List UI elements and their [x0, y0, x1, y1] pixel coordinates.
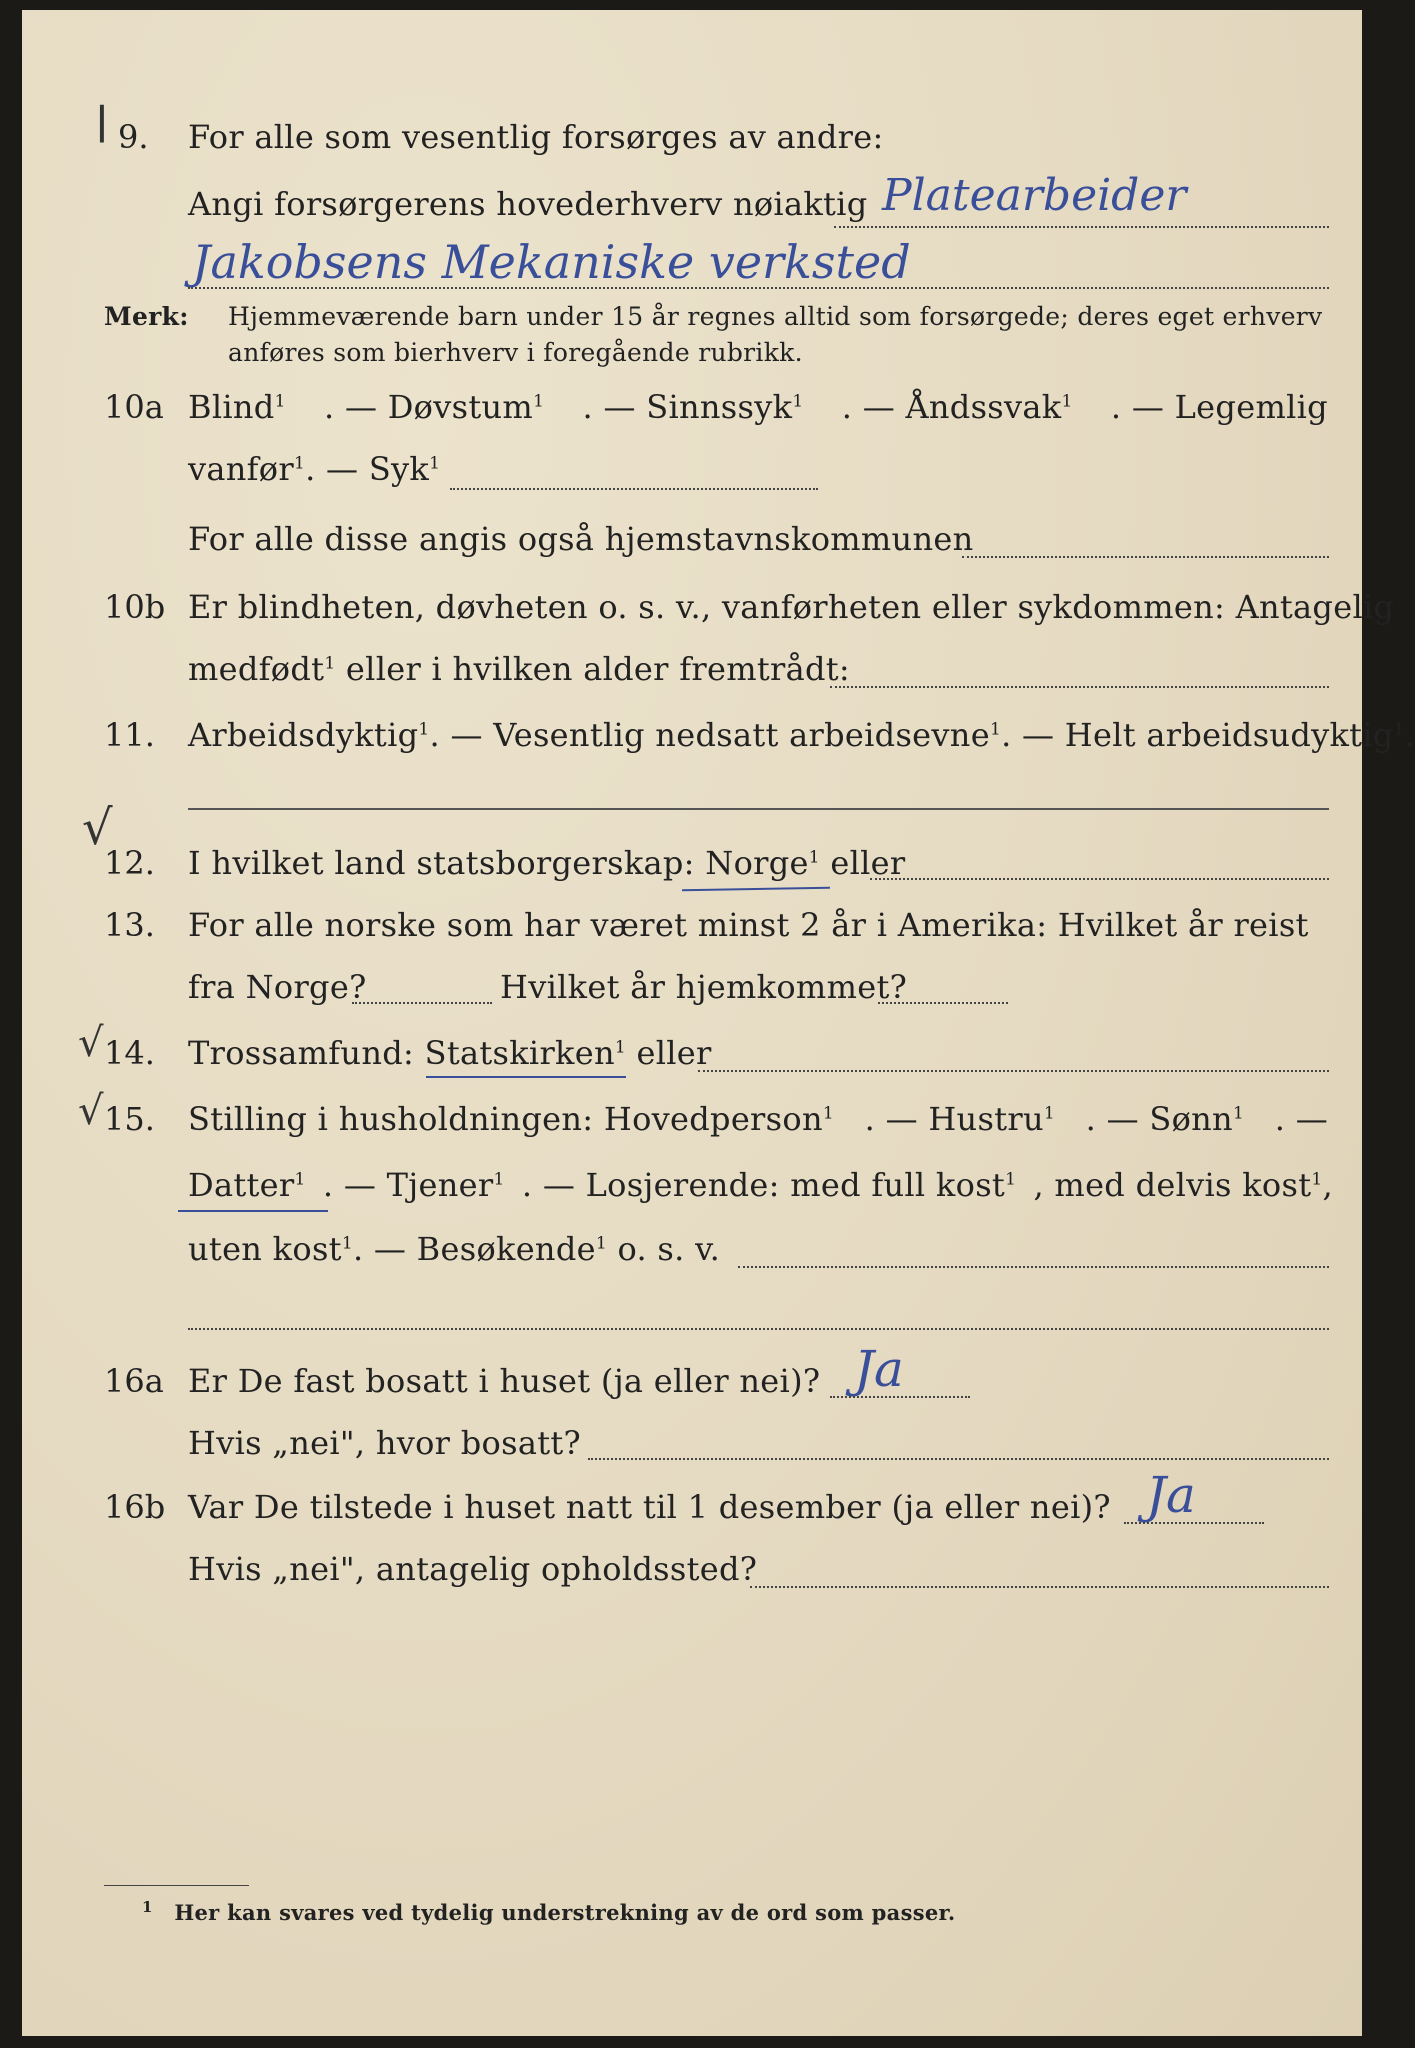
option-norge[interactable]: Norge [705, 844, 809, 882]
q16a-bosatt-line [588, 1458, 1329, 1460]
statskirken-underline [426, 1076, 626, 1078]
q14-number: 14. [104, 1034, 155, 1072]
option-hustru[interactable]: . — Hustru [864, 1100, 1044, 1138]
q10a-line1: Blind$^1$ . — Døvstum$^1$ . — Sinnssyk$^1$ . — Åndssvak$^1$ . — Legemlig [188, 388, 1328, 426]
q16a-line2: Hvis „nei", hvor bosatt? [188, 1424, 581, 1462]
q13-hjemkommet-line [878, 1002, 1008, 1004]
q9-answer-line-2 [188, 287, 1329, 289]
option-dovstum[interactable]: . — Døvstum [324, 388, 534, 426]
q9-number: 9. [118, 118, 149, 156]
q13-reist-line [352, 1002, 492, 1004]
q10b-number: 10b [104, 588, 166, 626]
check-mark-icon: √ [82, 800, 113, 856]
q9-handwritten-occupation: Platearbeider [882, 170, 1187, 221]
option-statskirken[interactable]: Statskirken [424, 1034, 615, 1072]
datter-underline [178, 1210, 328, 1212]
option-medfodt[interactable]: medfødt [188, 650, 325, 688]
q13-number: 13. [104, 906, 155, 944]
q15-number: 15. [104, 1100, 155, 1138]
q10a-line2: vanfør$^1$. — Syk$^1$ [188, 450, 441, 488]
footnote: $^1$ Her kan svares ved tydelig understrekning av de ord som passer. [142, 1898, 956, 1925]
merk-label: Merk: [104, 302, 189, 331]
option-nedsatt[interactable]: . — Vesentlig nedsatt arbeidsevne [429, 716, 990, 754]
check-mark-icon: ǀ [96, 98, 108, 144]
q12-answer-line [870, 878, 1329, 880]
q10b-answer-line [830, 686, 1329, 688]
option-full-kost[interactable]: . — Losjerende: med full kost [521, 1166, 1006, 1204]
option-legemlig[interactable]: . — Legemlig [1110, 388, 1328, 426]
q16b-number: 16b [104, 1488, 166, 1526]
q10a-answer-line [450, 488, 818, 490]
q11-line1: Arbeidsdyktig$^1$. — Vesentlig nedsatt arbeidsevne$^1$. — Helt arbeidsudyktig$^1$. [188, 716, 1415, 754]
q16a-answer-line [830, 1396, 970, 1398]
q16b-opholdssted-line [750, 1586, 1329, 1588]
q10b-line1: Er blindheten, døvheten o. s. v., vanførheten eller sykdommen: Antagelig [188, 588, 1395, 626]
check-mark-icon: √ [78, 1088, 104, 1134]
check-mark-icon: √ [78, 1020, 104, 1066]
option-tjener[interactable]: . — Tjener [322, 1166, 494, 1204]
option-andssvak[interactable]: . — Åndssvak [841, 388, 1062, 426]
option-datter[interactable]: Datter [188, 1166, 295, 1204]
q16b-line1: Var De tilstede i huset natt til 1 desember (ja eller nei)? [188, 1488, 1111, 1526]
q16b-answer-line [1124, 1522, 1264, 1524]
q9-answer-line [834, 226, 1329, 228]
q15-line3: uten kost$^1$. — Besøkende$^1$ o. s. v. [188, 1230, 721, 1268]
q16a-handwritten-answer: Ja [854, 1340, 904, 1398]
option-delvis-kost[interactable]: , med delvis kost [1033, 1166, 1312, 1204]
census-form-page [22, 10, 1415, 2036]
q15-line2: Datter$^1$ . — Tjener$^1$ . — Losjerende: med full kost$^1$ , med delvis kost$^1$, [188, 1166, 1333, 1204]
q16b-line2: Hvis „nei", antagelig opholdssted? [188, 1550, 758, 1588]
option-sinnssyk[interactable]: . — Sinnssyk [582, 388, 793, 426]
q13-line2a: fra Norge? [188, 968, 367, 1006]
q16a-number: 16a [104, 1362, 164, 1400]
option-hovedperson[interactable]: Stilling i husholdningen: Hovedperson [188, 1100, 823, 1138]
norge-underline [682, 887, 830, 892]
q9-line1: For alle som vesentlig forsørges av andre: [188, 118, 884, 156]
q16b-handwritten-answer: Ja [1146, 1466, 1196, 1524]
option-besokende[interactable]: . — Besøkende [352, 1230, 596, 1268]
q16a-line1: Er De fast bosatt i huset (ja eller nei)? [188, 1362, 821, 1400]
option-vanfor[interactable]: vanfør [188, 450, 294, 488]
q13-line2b: Hvilket år hjemkommet? [500, 968, 908, 1006]
q11-number: 11. [104, 716, 155, 754]
q12-line1: I hvilket land statsborgerskap: Norge$^1$ eller [188, 844, 906, 882]
q9-line2: Angi forsørgerens hovederhverv nøiaktig [188, 185, 868, 223]
option-sonn[interactable]: . — Sønn [1085, 1100, 1233, 1138]
q11-answer-line [188, 808, 1329, 810]
q15-answer-line-2 [188, 1328, 1329, 1330]
q10a-number: 10a [104, 388, 164, 426]
q10b-line2: medfødt$^1$ eller i hvilken alder fremtrådt: [188, 650, 850, 688]
option-syk[interactable]: . — Syk [305, 450, 430, 488]
footnote-rule [104, 1885, 249, 1886]
option-uten-kost[interactable]: uten kost [188, 1230, 342, 1268]
option-udyktig[interactable]: . — Helt arbeidsudyktig [1001, 716, 1394, 754]
q14-line1: Trossamfund: Statskirken$^1$ eller [188, 1034, 712, 1072]
q12-number: 12. [104, 844, 155, 882]
q15-line1: Stilling i husholdningen: Hovedperson$^1$ . — Hustru$^1$ . — Sønn$^1$ . — [188, 1100, 1328, 1138]
q14-answer-line [698, 1070, 1329, 1072]
q15-answer-line [738, 1266, 1329, 1268]
q13-line1: For alle norske som har været minst 2 år i Amerika: Hvilket år reist [188, 906, 1309, 944]
q10a-hjemstavn-line [962, 556, 1329, 558]
q10a-line3: For alle disse angis også hjemstavnskommunen [188, 520, 974, 558]
option-blind[interactable]: Blind [188, 388, 275, 426]
merk-line1: Hjemmeværende barn under 15 år regnes alltid som forsørgede; deres eget erhverv [228, 302, 1323, 331]
option-arbeidsdyktig[interactable]: Arbeidsdyktig [188, 716, 419, 754]
q9-handwritten-employer: Jakobsens Mekaniske verksted [192, 235, 911, 289]
merk-line2: anføres som bierhverv i foregående rubrikk. [228, 338, 803, 367]
